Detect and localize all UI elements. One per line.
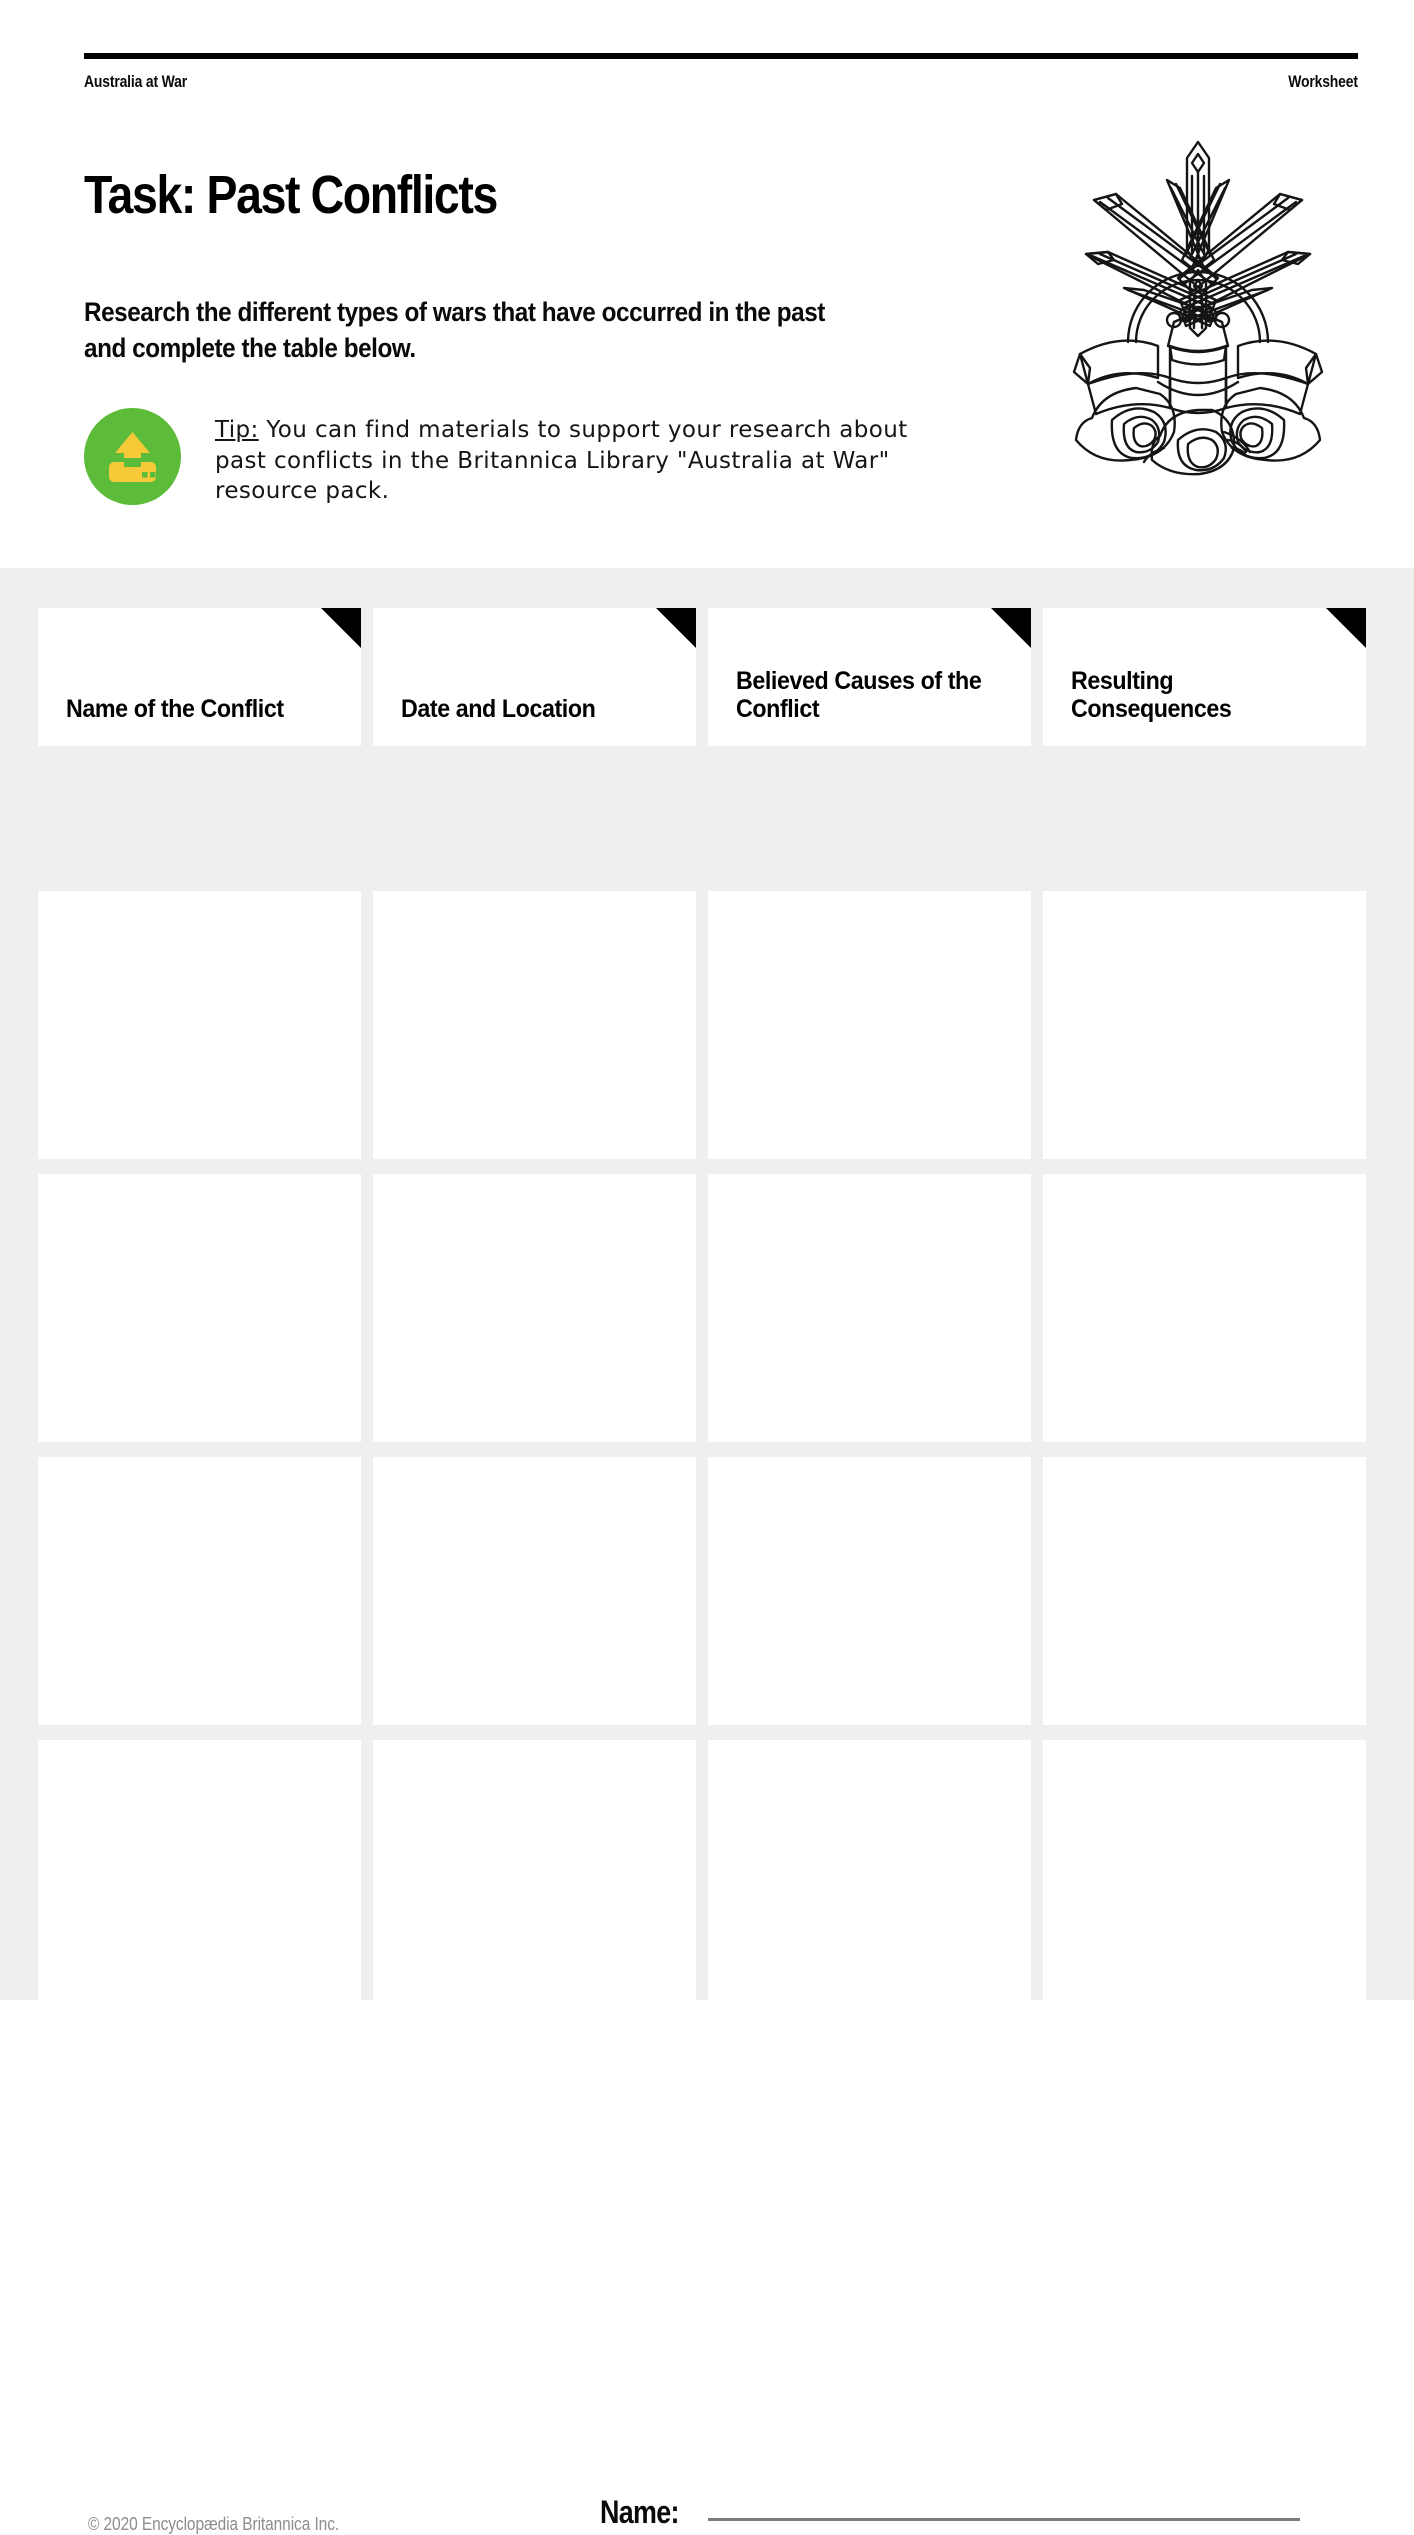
table-row[interactable]	[1043, 891, 1366, 1159]
folded-corner-icon	[656, 608, 696, 648]
table-row[interactable]	[708, 1174, 1031, 1442]
table-row[interactable]	[373, 891, 696, 1159]
name-label: Name:	[600, 2494, 679, 2530]
runhead-right: Worksheet	[1288, 72, 1358, 91]
column-header-label: Resulting Consequences	[1071, 666, 1232, 724]
table-section	[0, 568, 1414, 2534]
header-rule	[84, 53, 1358, 59]
column-header-label: Name of the Conflict	[66, 695, 284, 724]
rising-sun-badge-icon	[1028, 132, 1368, 454]
column-header-label: Believed Causes of the Conflict	[736, 666, 982, 724]
name-input[interactable]	[708, 2518, 1300, 2521]
table-row[interactable]	[38, 891, 361, 1159]
copyright-text: © 2020 Encyclopædia Britannica Inc.	[88, 2514, 340, 2534]
folded-corner-icon	[321, 608, 361, 648]
table-row[interactable]	[1043, 1174, 1366, 1442]
table-row[interactable]	[38, 1457, 361, 1725]
folded-corner-icon	[991, 608, 1031, 648]
table-header-cell	[1043, 608, 1366, 746]
table-row[interactable]	[373, 1740, 696, 2008]
tip-label: Tip:	[215, 417, 259, 443]
upload-icon	[84, 408, 181, 505]
column-header-label: Date and Location	[401, 695, 596, 724]
name-field-row	[600, 2494, 1300, 2531]
folded-corner-icon	[1326, 608, 1366, 648]
table-row[interactable]	[1043, 1457, 1366, 1725]
tip-block	[84, 408, 924, 507]
header-section	[0, 0, 1414, 568]
table-row[interactable]	[708, 1457, 1031, 1725]
table-row[interactable]	[38, 1740, 361, 2008]
table-row[interactable]	[708, 891, 1031, 1159]
conflicts-table	[38, 608, 1366, 2008]
table-header-cell	[373, 608, 696, 746]
runhead-left: Australia at War	[84, 72, 187, 91]
tip-body: You can find materials to support your research about past conflicts in the Britannica Library "Australia at War" resource pack.	[215, 417, 908, 505]
instruction-text: Research the different types of wars that have occurred in the past and complete the table below.	[84, 297, 825, 363]
tip-text	[215, 408, 924, 507]
table-row[interactable]	[708, 1740, 1031, 2008]
page-title: Task: Past Conflicts	[84, 165, 497, 225]
table-row[interactable]	[373, 1174, 696, 1442]
table-row[interactable]	[38, 1174, 361, 1442]
table-row[interactable]	[1043, 1740, 1366, 2008]
table-row[interactable]	[373, 1457, 696, 1725]
table-header-cell	[708, 608, 1031, 746]
table-header-cell	[38, 608, 361, 746]
